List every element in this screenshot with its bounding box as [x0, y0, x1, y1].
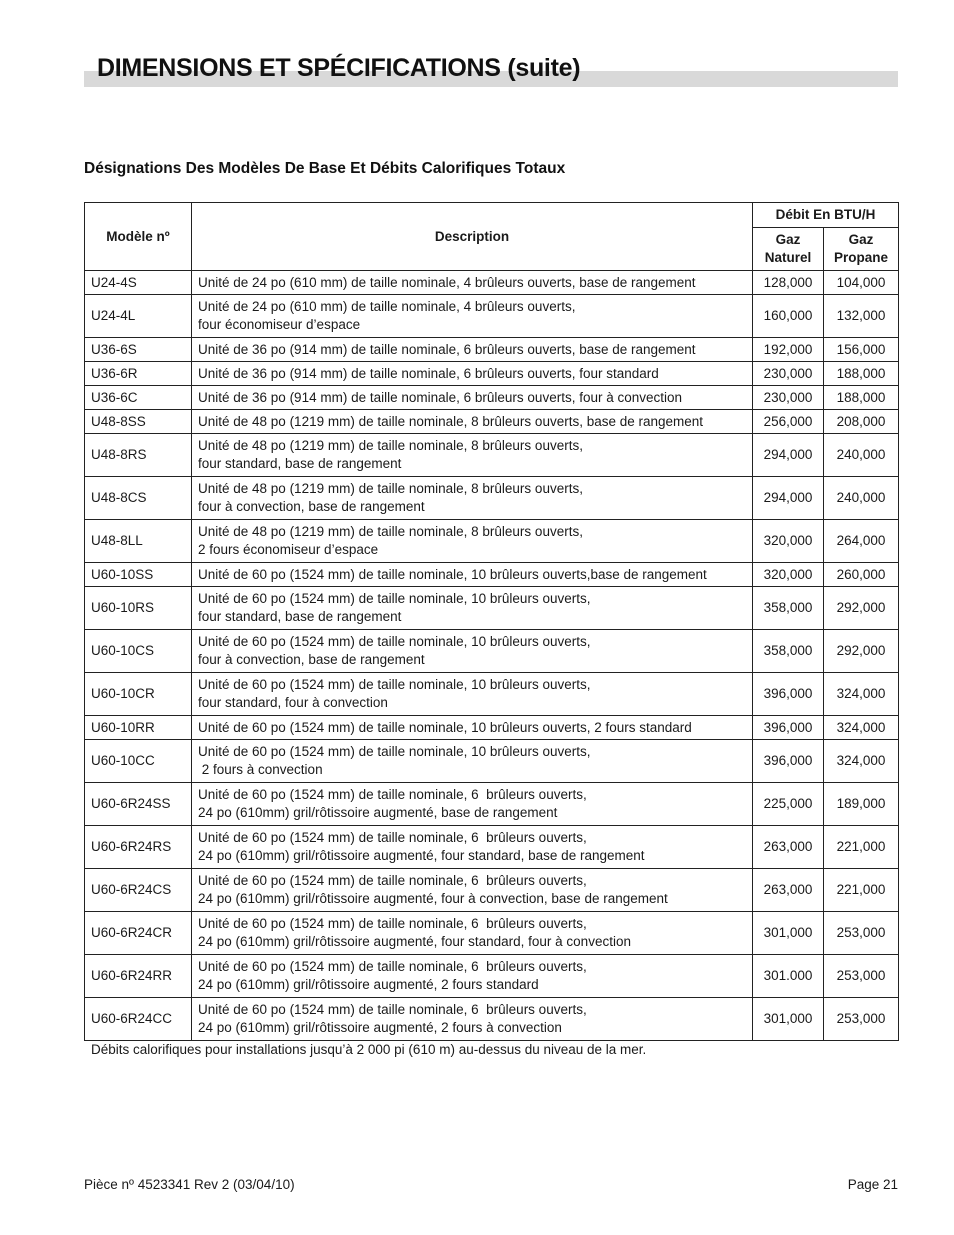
description-line: Unité de 48 po (1219 mm) de taille nominale, 8 brûleurs ouverts, base de rangement: [198, 413, 704, 429]
model-description: [192, 563, 753, 587]
model-number: U48-8CS: [85, 477, 192, 520]
model-description: [192, 783, 753, 826]
table-row: [85, 338, 899, 362]
natural-gas-btu: 320,000: [753, 563, 824, 587]
table-row: [85, 783, 899, 826]
description-line: Unité de 60 po (1524 mm) de taille nominale, 6 brûleurs ouverts,: [198, 959, 587, 974]
model-description: [192, 912, 753, 955]
description-line: Unité de 60 po (1524 mm) de taille nominale, 10 brûleurs ouverts, 2 fours standard: [198, 719, 692, 735]
propane-gas-btu: 264,000: [824, 520, 899, 563]
header-description: Description: [192, 203, 753, 271]
description-line: Unité de 60 po (1524 mm) de taille nominale, 10 brûleurs ouverts,: [198, 591, 591, 606]
table-row: [85, 563, 899, 587]
natural-gas-btu: 256,000: [753, 410, 824, 434]
table-body: [85, 271, 899, 1041]
model-description: [192, 716, 753, 740]
model-number: U36-6R: [85, 362, 192, 386]
table-row: [85, 716, 899, 740]
natural-gas-btu: 301,000: [753, 998, 824, 1041]
description-line: 24 po (610mm) gril/rôtissoire augmenté, four à convection, base de rangement: [198, 891, 668, 906]
propane-gas-btu: 188,000: [824, 362, 899, 386]
propane-gas-btu: 253,000: [824, 912, 899, 955]
description-line: Unité de 48 po (1219 mm) de taille nominale, 8 brûleurs ouverts,: [198, 524, 583, 539]
table-row: [85, 630, 899, 673]
section-title: Désignations Des Modèles De Base Et Débits Calorifiques Totaux: [84, 160, 566, 177]
model-description: [192, 338, 753, 362]
table-row: [85, 740, 899, 783]
propane-gas-btu: 104,000: [824, 271, 899, 295]
specifications-table: [84, 202, 899, 1041]
model-description: [192, 869, 753, 912]
model-number: U60-10RR: [85, 716, 192, 740]
description-line: 2 fours économiseur d’espace: [198, 542, 379, 557]
propane-gas-btu: 240,000: [824, 477, 899, 520]
description-line: four économiseur d’espace: [198, 317, 361, 332]
table-row: [85, 271, 899, 295]
description-line: Unité de 60 po (1524 mm) de taille nominale, 6 brûleurs ouverts,: [198, 1002, 587, 1017]
description-line: Unité de 60 po (1524 mm) de taille nominale, 6 brûleurs ouverts,: [198, 830, 587, 845]
model-number: U60-6R24CC: [85, 998, 192, 1041]
table-row: [85, 477, 899, 520]
propane-gas-btu: 253,000: [824, 998, 899, 1041]
propane-gas-btu: 189,000: [824, 783, 899, 826]
description-line: 24 po (610mm) gril/rôtissoire augmenté, four standard, base de rangement: [198, 848, 645, 863]
table-row: [85, 295, 899, 338]
natural-gas-btu: 320,000: [753, 520, 824, 563]
natural-gas-btu: 358,000: [753, 630, 824, 673]
table-row: [85, 912, 899, 955]
natural-gas-btu: 192,000: [753, 338, 824, 362]
table-row: [85, 520, 899, 563]
natural-gas-btu: 396,000: [753, 740, 824, 783]
table-row: [85, 386, 899, 410]
description-line: Unité de 48 po (1219 mm) de taille nominale, 8 brûleurs ouverts,: [198, 438, 583, 453]
header-natural-line1: Gaz: [775, 232, 801, 247]
natural-gas-btu: 263,000: [753, 869, 824, 912]
table-row: [85, 587, 899, 630]
model-description: [192, 630, 753, 673]
propane-gas-btu: 324,000: [824, 716, 899, 740]
model-description: [192, 295, 753, 338]
model-number: U60-10SS: [85, 563, 192, 587]
model-description: [192, 740, 753, 783]
description-line: Unité de 60 po (1524 mm) de taille nominale, 10 brûleurs ouverts,: [198, 634, 591, 649]
natural-gas-btu: 294,000: [753, 434, 824, 477]
description-line: Unité de 60 po (1524 mm) de taille nominale, 10 brûleurs ouverts,: [198, 744, 591, 759]
model-number: U60-6R24CS: [85, 869, 192, 912]
propane-gas-btu: 208,000: [824, 410, 899, 434]
natural-gas-btu: 294,000: [753, 477, 824, 520]
header-propane-gas: [824, 228, 899, 271]
table-row: [85, 998, 899, 1041]
natural-gas-btu: 160,000: [753, 295, 824, 338]
model-number: U48-8RS: [85, 434, 192, 477]
model-number: U60-6R24SS: [85, 783, 192, 826]
description-line: Unité de 36 po (914 mm) de taille nominale, 6 brûleurs ouverts, four à convection: [198, 389, 683, 405]
table-row: [85, 673, 899, 716]
description-line: Unité de 24 po (610 mm) de taille nominale, 4 brûleurs ouverts,: [198, 299, 576, 314]
description-line: Unité de 60 po (1524 mm) de taille nominale, 10 brûleurs ouverts,: [198, 677, 591, 692]
propane-gas-btu: 260,000: [824, 563, 899, 587]
description-line: 24 po (610mm) gril/rôtissoire augmenté, 2 fours à convection: [198, 1020, 562, 1035]
model-number: U48-8LL: [85, 520, 192, 563]
description-line: 2 fours à convection: [198, 762, 323, 777]
description-line: Unité de 60 po (1524 mm) de taille nominale, 10 brûleurs ouverts,base de rangement: [198, 566, 707, 582]
model-number: U60-6R24RS: [85, 826, 192, 869]
table-row: [85, 362, 899, 386]
description-line: four standard, base de rangement: [198, 456, 402, 471]
description-line: Unité de 60 po (1524 mm) de taille nominale, 6 brûleurs ouverts,: [198, 916, 587, 931]
model-number: U60-10CC: [85, 740, 192, 783]
natural-gas-btu: 263,000: [753, 826, 824, 869]
description-line: Unité de 24 po (610 mm) de taille nominale, 4 brûleurs ouverts, base de rangement: [198, 274, 696, 290]
natural-gas-btu: 230,000: [753, 386, 824, 410]
propane-gas-btu: 132,000: [824, 295, 899, 338]
footer-page-number: Page 21: [847, 1177, 898, 1192]
model-description: [192, 998, 753, 1041]
footnote: Débits calorifiques pour installations jusqu’à 2 000 pi (610 m) au-dessus du niveau de la mer.: [91, 1042, 647, 1057]
model-description: [192, 410, 753, 434]
description-line: Unité de 60 po (1524 mm) de taille nominale, 6 brûleurs ouverts,: [198, 787, 587, 802]
description-line: 24 po (610mm) gril/rôtissoire augmenté, 2 fours standard: [198, 977, 539, 992]
model-description: [192, 434, 753, 477]
propane-gas-btu: 324,000: [824, 673, 899, 716]
model-number: U48-8SS: [85, 410, 192, 434]
table-row: [85, 826, 899, 869]
header-propane-line1: Gaz: [848, 232, 874, 247]
model-description: [192, 362, 753, 386]
table-row: [85, 955, 899, 998]
description-line: four standard, base de rangement: [198, 609, 402, 624]
natural-gas-btu: 301,000: [753, 912, 824, 955]
propane-gas-btu: 292,000: [824, 630, 899, 673]
propane-gas-btu: 188,000: [824, 386, 899, 410]
propane-gas-btu: 156,000: [824, 338, 899, 362]
propane-gas-btu: 240,000: [824, 434, 899, 477]
header-propane-line2: Propane: [833, 250, 888, 265]
table-row: [85, 410, 899, 434]
model-number: U60-6R24RR: [85, 955, 192, 998]
model-number: U60-10CR: [85, 673, 192, 716]
natural-gas-btu: 230,000: [753, 362, 824, 386]
footer-part-number: Pièce nº 4523341 Rev 2 (03/04/10): [84, 1177, 295, 1192]
header-model: Modèle nº: [85, 203, 192, 271]
propane-gas-btu: 292,000: [824, 587, 899, 630]
model-description: [192, 271, 753, 295]
propane-gas-btu: 324,000: [824, 740, 899, 783]
description-line: Unité de 36 po (914 mm) de taille nominale, 6 brûleurs ouverts, four standard: [198, 365, 659, 381]
description-line: Unité de 48 po (1219 mm) de taille nominale, 8 brûleurs ouverts,: [198, 481, 583, 496]
natural-gas-btu: 396,000: [753, 716, 824, 740]
model-description: [192, 477, 753, 520]
propane-gas-btu: 253,000: [824, 955, 899, 998]
natural-gas-btu: 396,000: [753, 673, 824, 716]
model-number: U24-4S: [85, 271, 192, 295]
description-line: four standard, four à convection: [198, 695, 388, 710]
model-description: [192, 673, 753, 716]
model-description: [192, 955, 753, 998]
description-line: Unité de 36 po (914 mm) de taille nominale, 6 brûleurs ouverts, base de rangement: [198, 341, 696, 357]
model-number: U60-10RS: [85, 587, 192, 630]
model-number: U36-6S: [85, 338, 192, 362]
header-btu-group: Débit En BTU/H: [753, 203, 899, 228]
propane-gas-btu: 221,000: [824, 869, 899, 912]
model-description: [192, 520, 753, 563]
description-line: four à convection, base de rangement: [198, 652, 425, 667]
table-row: [85, 869, 899, 912]
model-description: [192, 587, 753, 630]
model-number: U60-10CS: [85, 630, 192, 673]
description-line: 24 po (610mm) gril/rôtissoire augmenté, four standard, four à convection: [198, 934, 631, 949]
header-natural-line2: Naturel: [764, 250, 812, 265]
natural-gas-btu: 225,000: [753, 783, 824, 826]
propane-gas-btu: 221,000: [824, 826, 899, 869]
description-line: 24 po (610mm) gril/rôtissoire augmenté, base de rangement: [198, 805, 558, 820]
description-line: four à convection, base de rangement: [198, 499, 425, 514]
model-number: U36-6C: [85, 386, 192, 410]
header-natural-gas: [753, 228, 824, 271]
description-line: Unité de 60 po (1524 mm) de taille nominale, 6 brûleurs ouverts,: [198, 873, 587, 888]
model-description: [192, 386, 753, 410]
natural-gas-btu: 358,000: [753, 587, 824, 630]
natural-gas-btu: 301.000: [753, 955, 824, 998]
page-title: DIMENSIONS ET SPÉCIFICATIONS (suite): [97, 54, 581, 82]
model-number: U24-4L: [85, 295, 192, 338]
model-description: [192, 826, 753, 869]
natural-gas-btu: 128,000: [753, 271, 824, 295]
table-row: [85, 434, 899, 477]
model-number: U60-6R24CR: [85, 912, 192, 955]
